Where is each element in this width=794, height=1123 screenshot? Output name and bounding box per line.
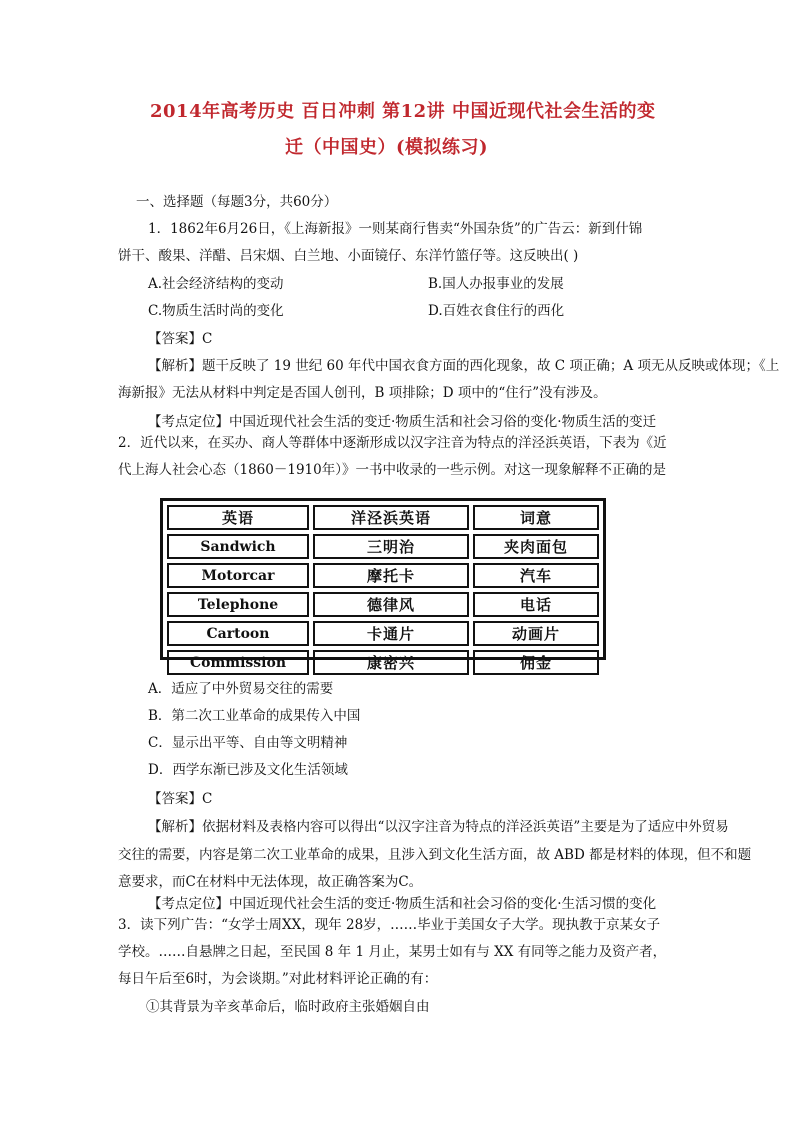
table-cell: 词意: [473, 505, 599, 530]
table-cell: Commission: [167, 650, 309, 675]
q1-option-d: D.百姓衣食住行的西化: [428, 303, 565, 319]
q2-option-b: B．第二次工业革命的成果传入中国: [148, 708, 361, 724]
q2-stem-line2: 代上海人社会心态（1860－1910年）》一书中收录的一些示例。对这一现象解释不正确的是: [118, 462, 666, 478]
q3-stem-line1: 3．读下列广告：“女学士周XX，现年 28岁，……毕业于美国女子大学。现执教于京某女子: [118, 917, 661, 933]
table-cell: 佣金: [473, 650, 599, 675]
q2-option-a: A．适应了中外贸易交往的需要: [148, 681, 334, 697]
q1-option-b: B.国人办报事业的发展: [428, 276, 564, 292]
table-cell: Telephone: [167, 592, 309, 617]
q2-analysis-line1: 【解析】依据材料及表格内容可以得出“以汉字注音为特点的洋泾浜英语”主要是为了适应中外贸易: [148, 819, 729, 835]
q1-analysis-line1: 【解析】题干反映了 19 世纪 60 年代中国衣食方面的西化现象，故 C 项正确；A 项无从反映或体现；《上: [148, 358, 780, 374]
table-cell: 洋泾浜英语: [313, 505, 469, 530]
q3-stem-line2: 学校。……自悬牌之日起，至民国 8 年 1 月止，某男士如有与 XX 有同等之能力及资产者，: [118, 944, 667, 960]
q1-stem-line1: 1．1862年6月26日，《上海新报》一则某商行售卖“外国杂货”的广告云：新到什锦: [148, 221, 643, 237]
table-cell: 摩托卡: [313, 563, 469, 588]
q1-stem-line2: 饼干、酸果、洋醋、吕宋烟、白兰地、小面镜仔、东洋竹篮仔等。这反映出( ): [118, 248, 579, 264]
table-cell: Cartoon: [167, 621, 309, 646]
q1-answer: 【答案】C: [148, 331, 213, 347]
doc-title-line1: 2014年高考历史 百日冲刺 第12讲 中国近现代社会生活的变: [150, 101, 656, 122]
table-cell: 卡通片: [313, 621, 469, 646]
table-cell: 动画片: [473, 621, 599, 646]
q1-option-a: A.社会经济结构的变动: [148, 276, 284, 292]
q2-point: 【考点定位】中国近现代社会生活的变迁·物质生活和社会习俗的变化·生活习惯的变化: [148, 896, 657, 912]
table-cell: 电话: [473, 592, 599, 617]
q3-item1: ①其背景为辛亥革命后，临时政府主张婚姻自由: [146, 999, 430, 1015]
q2-answer: 【答案】C: [148, 791, 213, 807]
q2-analysis-line3: 意要求，而C在材料中无法体现，故正确答案为C。: [118, 874, 423, 890]
table-cell: 三明治: [313, 534, 469, 559]
section-heading: 一、选择题（每题3分，共60分）: [136, 194, 338, 210]
q2-analysis-line2: 交往的需要，内容是第二次工业革命的成果，且涉入到文化生活方面，故 ABD 都是材料的体现，但不和题: [118, 847, 752, 863]
table-cell: Motorcar: [167, 563, 309, 588]
table-cell: 英语: [167, 505, 309, 530]
table-cell: Sandwich: [167, 534, 309, 559]
q2-stem-line1: 2．近代以来，在买办、商人等群体中逐渐形成以汉字注音为特点的洋泾浜英语，下表为《近: [118, 435, 667, 451]
q1-option-c: C.物质生活时尚的变化: [148, 303, 284, 319]
q1-analysis-line2: 海新报》无法从材料中判定是否国人创刊，B 项排除；D 项中的“住行”没有涉及。: [118, 385, 607, 401]
q3-stem-line3: 每日午后至6时，为会谈期。”对此材料评论正确的有：: [118, 971, 438, 987]
doc-title-line2: 迁（中国史）(模拟练习): [285, 137, 489, 158]
q1-point: 【考点定位】中国近现代社会生活的变迁·物质生活和社会习俗的变化·物质生活的变迁: [148, 414, 657, 430]
table-cell: 康密兴: [313, 650, 469, 675]
table-cell: 德律风: [313, 592, 469, 617]
pidgin-english-table: [160, 498, 606, 672]
table-cell: 汽车: [473, 563, 599, 588]
q2-option-c: C．显示出平等、自由等文明精神: [148, 735, 348, 751]
table-cell: 夹肉面包: [473, 534, 599, 559]
q2-option-d: D．西学东渐已涉及文化生活领域: [148, 762, 348, 778]
